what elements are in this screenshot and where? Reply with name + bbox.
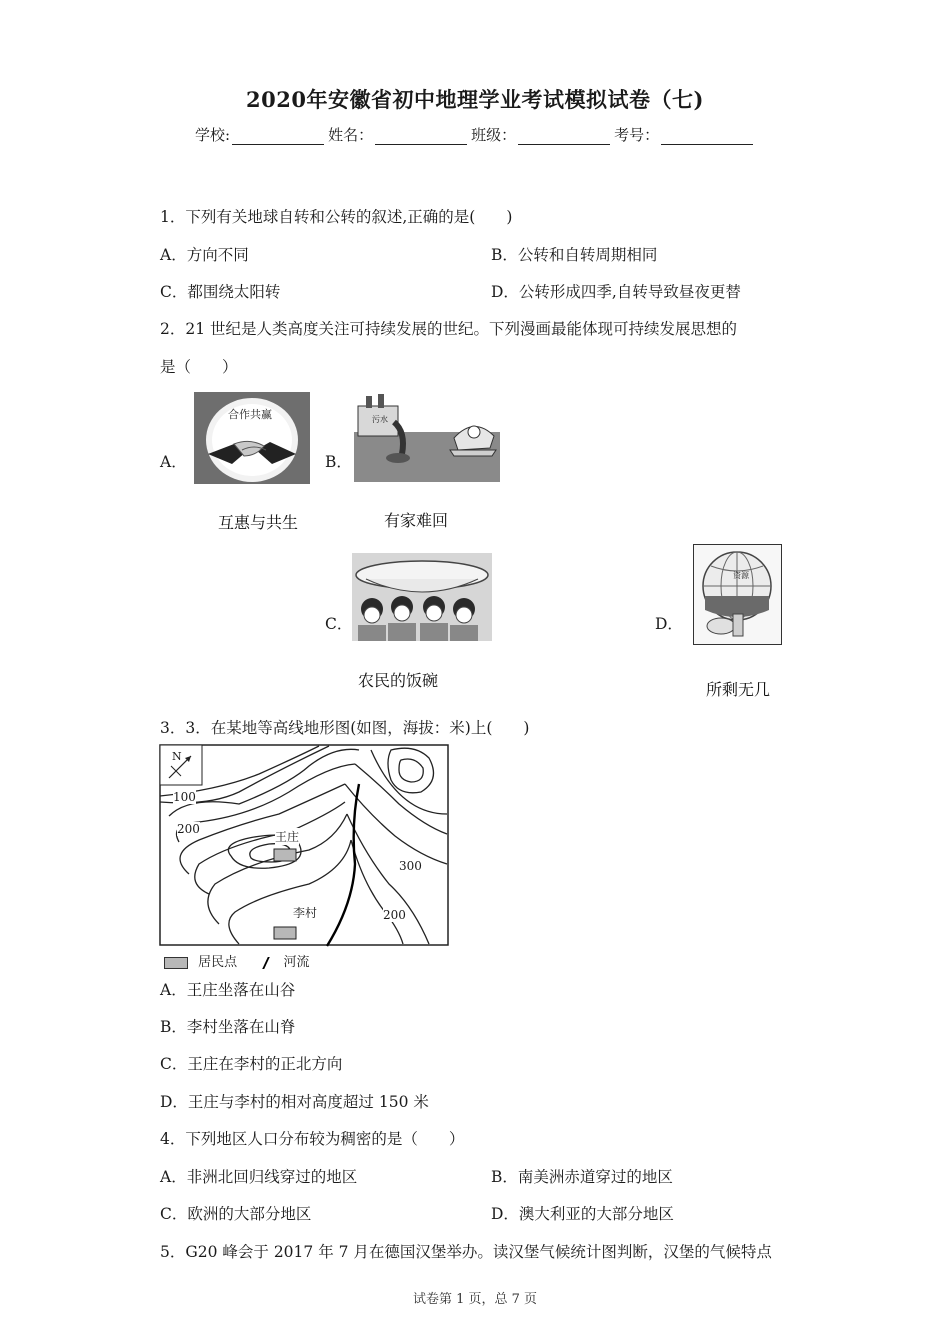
question-1-option-a[interactable]: A．方向不同 <box>160 246 249 264</box>
settlement-legend-label: 居民点 <box>198 955 238 970</box>
settlement-legend-icon <box>164 957 188 969</box>
question-4-stem: 4．下列地区人口分布较为稠密的是（ ） <box>160 1130 465 1148</box>
caption-option-a: 互惠与共生 <box>218 513 299 532</box>
question-4-option-c[interactable]: C．欧洲的大部分地区 <box>160 1205 312 1223</box>
question-2-option-c-label[interactable]: C． <box>325 615 353 633</box>
school-label: 学校: <box>195 126 231 144</box>
contour-label-200-right: 200 <box>383 908 406 922</box>
cartoon-handshake-image[interactable] <box>194 392 310 484</box>
river-legend-label: 河流 <box>283 955 310 970</box>
polluted-water-illustration <box>354 392 500 482</box>
exam-title: 2020年安徽省初中地理学业考试模拟试卷（七) <box>246 87 704 112</box>
name-field[interactable] <box>375 129 467 145</box>
contour-label-200-left: 200 <box>177 822 200 836</box>
student-info-line <box>195 124 757 145</box>
school-field[interactable] <box>232 129 324 145</box>
question-2-stem-line2: 是（ ） <box>160 358 238 376</box>
question-2-option-b-label[interactable]: B． <box>325 453 352 471</box>
cartoon-globe-resources-image[interactable] <box>693 544 782 645</box>
question-1-stem: 1．下列有关地球自转和公转的叙述,正确的是( ) <box>160 208 513 226</box>
polluted-water-image-text: 污水 <box>372 415 388 424</box>
question-1-option-b[interactable]: B．公转和自转周期相同 <box>491 246 658 264</box>
question-2-stem-line1: 2．21 世纪是人类高度关注可持续发展的世纪。下列漫画最能体现可持续发展思想的 <box>160 320 738 338</box>
question-2-option-a-label[interactable]: A． <box>160 453 187 471</box>
farmers-bowl-illustration <box>352 553 492 641</box>
question-3-stem: 3．3．在某地等高线地形图(如图，海拔：米)上( ) <box>160 719 530 737</box>
question-5-stem: 5．G20 峰会于 2017 年 7 月在德国汉堡举办。读汉堡气候统计图判断，汉堡的气候特点 <box>160 1243 772 1261</box>
question-3-option-c[interactable]: C．王庄在李村的正北方向 <box>160 1055 343 1073</box>
question-3-option-b[interactable]: B．李村坐落在山脊 <box>160 1018 296 1036</box>
river-legend-icon <box>262 957 278 969</box>
licun-label: 李村 <box>293 906 318 920</box>
question-4-option-b[interactable]: B．南美洲赤道穿过的地区 <box>491 1168 673 1186</box>
wangzhuang-label: 王庄 <box>275 830 300 844</box>
map-legend <box>164 951 309 970</box>
question-2-option-d-label[interactable]: D． <box>655 615 683 633</box>
question-1-option-d[interactable]: D．公转形成四季,自转导致昼夜更替 <box>491 283 741 301</box>
caption-option-b: 有家难回 <box>384 511 449 530</box>
contour-label-300: 300 <box>399 859 422 873</box>
number-field[interactable] <box>661 129 753 145</box>
question-4-option-d[interactable]: D．澳大利亚的大部分地区 <box>491 1205 674 1223</box>
class-field[interactable] <box>518 129 610 145</box>
contour-label-100: 100 <box>173 790 196 804</box>
question-4-option-a[interactable]: A．非洲北回归线穿过的地区 <box>160 1168 358 1186</box>
handshake-image-text: 合作共赢 <box>228 408 272 421</box>
north-label: N <box>172 750 182 763</box>
question-1-option-c[interactable]: C．都围绕太阳转 <box>160 283 281 301</box>
cartoon-farmers-bowl-image[interactable] <box>352 553 492 641</box>
contour-map <box>159 744 451 948</box>
question-3-option-a[interactable]: A．王庄坐落在山谷 <box>160 981 296 999</box>
question-3-option-d[interactable]: D．王庄与李村的相对高度超过 150 米 <box>160 1093 429 1111</box>
globe-resources-illustration <box>693 544 782 645</box>
globe-image-text: 资源 <box>733 571 749 580</box>
page-footer: 试卷第 1 页，总 7 页 <box>412 1292 538 1307</box>
number-label: 考号： <box>614 126 660 144</box>
caption-option-c: 农民的饭碗 <box>358 671 439 690</box>
cartoon-polluted-water-image[interactable] <box>354 392 500 482</box>
name-label: 姓名： <box>328 126 374 144</box>
class-label: 班级： <box>471 126 517 144</box>
caption-option-d: 所剩无几 <box>706 680 771 699</box>
